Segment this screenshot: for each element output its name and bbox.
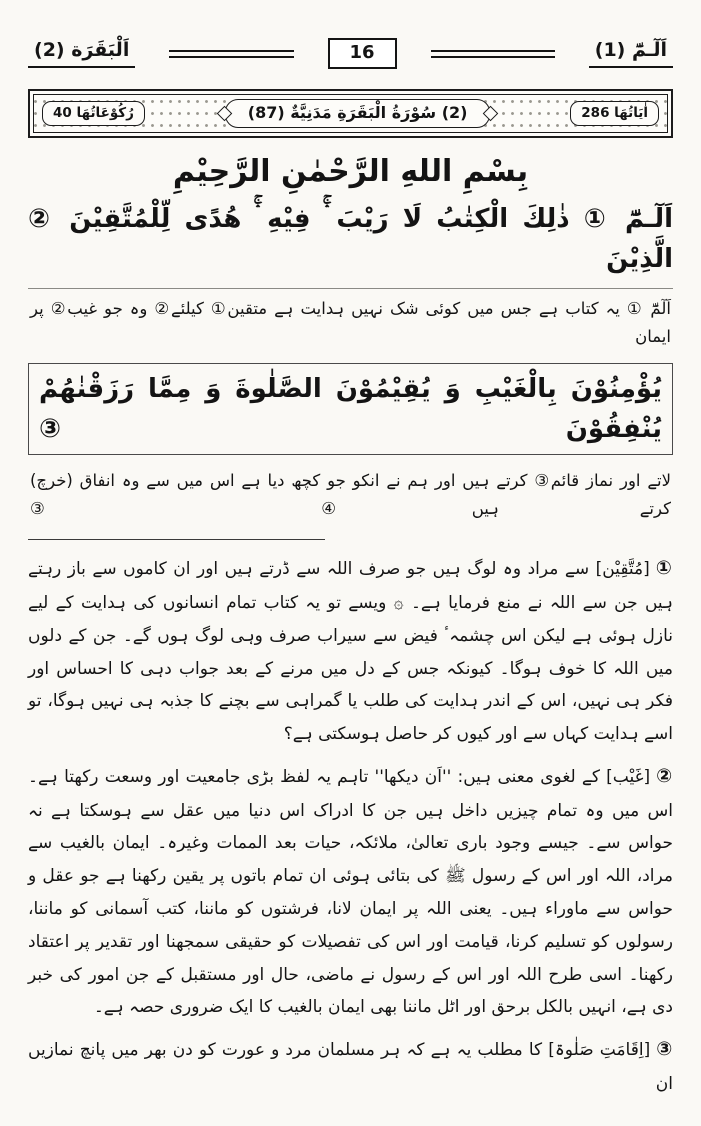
page-header: [28, 38, 673, 69]
header-left-title: اَلْبَقَرَة (2): [28, 39, 135, 68]
footnote-1: [28, 550, 673, 751]
ruku-count-box: رُكُوْعَاتُهَا 40: [42, 101, 145, 126]
footnote-1-marker: ①: [655, 557, 673, 580]
header-rule-right: [431, 50, 555, 58]
ayat-count-box: اٰيَاتُهَا 286: [570, 101, 659, 126]
bismillah: بِسْمِ اللهِ الرَّحْمٰنِ الرَّحِيْمِ: [172, 154, 529, 189]
footnote-1-text: [مُتَّقِیْن] سے مراد وہ لوگ ہیں جو صرف اللہ سے ڈرتے ہیں اور ان کاموں سے باز رہتے ہیں جن سے اللہ نے منع فرمایا ہے۔ ۞ ویسے تو یہ کتاب تمام انسانوں کی ہدایت کے لیے نازل ہوئی ہے لیکن اس چشمہٴ فیض سے سیراب صرف وہی لوگ ہوں گے۔ جن کے دلوں میں اللہ کا خوف ہوگا۔ کیونکہ جس کے دل میں مرنے کے بعد جواب دہی کا احساس اور فکر ہی نہیں، اس کے اندر ہدایت کی طلب یا گمراہی سے بچنے کا جذبہ ہی نہیں ہوگا، تو اسے ہدایت کہاں سے اور کیوں کر حاصل ہوسکتی ہے؟: [28, 559, 673, 745]
surah-title-band: [28, 89, 673, 138]
footnote-2-text: [غَیْب] کے لغوی معنی ہیں: ''اَن دیکھا'' تاہم یہ لفظ بڑی جامعیت اور وسعت رکھتا ہے۔ اس میں وہ تمام چیزیں داخل ہیں جن کا ادراک اس دنیا میں عقل سے ہوسکتا ہے نہ حواس سے۔ جیسے وجود باری تعالیٰ، ملائکہ، حیات بعد الممات وغیرہ۔ ایمان بالغیب سے مراد، اللہ اور اس کے رسول ﷺ کی بتائی ہوئی ان تمام باتوں پر یقین رکھنا ہے جو عقل و حواس سے ماوراء ہیں۔ یعنی اللہ پر ایمان لانا، فرشتوں کو ماننا، کتب آسمانی کو ماننا، رسولوں کو تسلیم کرنا، قیامت اور اس کی تفصیلات کو حقیقی سمجھنا اور تقدیر پر اعتقاد رکھنا۔ اسی طرح اللہ اور اس کے رسول نے ماضی، حال اور مستقبل کے جن امور کی خبر دی ہے، انہیں بالکل برحق اور اٹل ماننا بھی ایمان بالغیب کا ایک ضروری حصہ ہے۔: [28, 767, 673, 1018]
page-number: 16: [328, 38, 397, 69]
urdu-translation-2: لاتے اور نماز قائم③ کرتے ہیں اور ہم نے انکو جو کچھ دیا ہے اس میں سے وہ انفاق (خرچ) کرتے ہیں④ ③: [30, 471, 671, 519]
footnote-3: [28, 1031, 673, 1100]
band-ornament-fill: [151, 108, 219, 120]
surah-title-box: (2) سُوْرَةُ الْبَقَرَةِ مَدَنِيَّةٌ (87): [225, 99, 491, 128]
header-rule-left: [169, 50, 293, 58]
footnote-2-marker: ②: [656, 765, 673, 788]
surah-title-band-inner: [33, 94, 668, 133]
urdu-translation-1: اَلٓمّٓ ① یہ کتاب ہے جس میں کوئی شک نہیں ہدایت ہے متقین① کیلئے② وہ جو غیب② پر ایمان: [28, 288, 673, 353]
arabic-verse-2: يُؤْمِنُوْنَ بِالْغَيْبِ وَ يُقِيْمُوْنَ الصَّلٰوةَ وَ مِمَّا رَزَقْنٰهُمْ يُنْفِقُوْنَ ③: [28, 363, 673, 456]
header-right-title: اَلٓـمّٓ (1): [589, 39, 673, 68]
footnote-3-text: [اِقَامَتِ صَلٰوۃ] کا مطلب یہ ہے کہ ہر مسلمان مرد و عورت کو دن بھر میں پانچ نمازیں ان: [28, 1040, 673, 1094]
footnote-separator: [28, 539, 325, 540]
band-ornament-fill: [496, 108, 564, 120]
footnotes-section: [28, 550, 673, 1100]
arabic-verse-1: اَلٓـمّٓ ① ذٰلِكَ الْكِتٰبُ لَا رَيْبَ ۛۚ فِيْهِ ۛۚ هُدًى لِّلْمُتَّقِيْنَ ② الَّذِيْنَ: [28, 204, 673, 275]
footnote-3-marker: ③: [656, 1038, 673, 1061]
footnote-2: [28, 758, 673, 1024]
